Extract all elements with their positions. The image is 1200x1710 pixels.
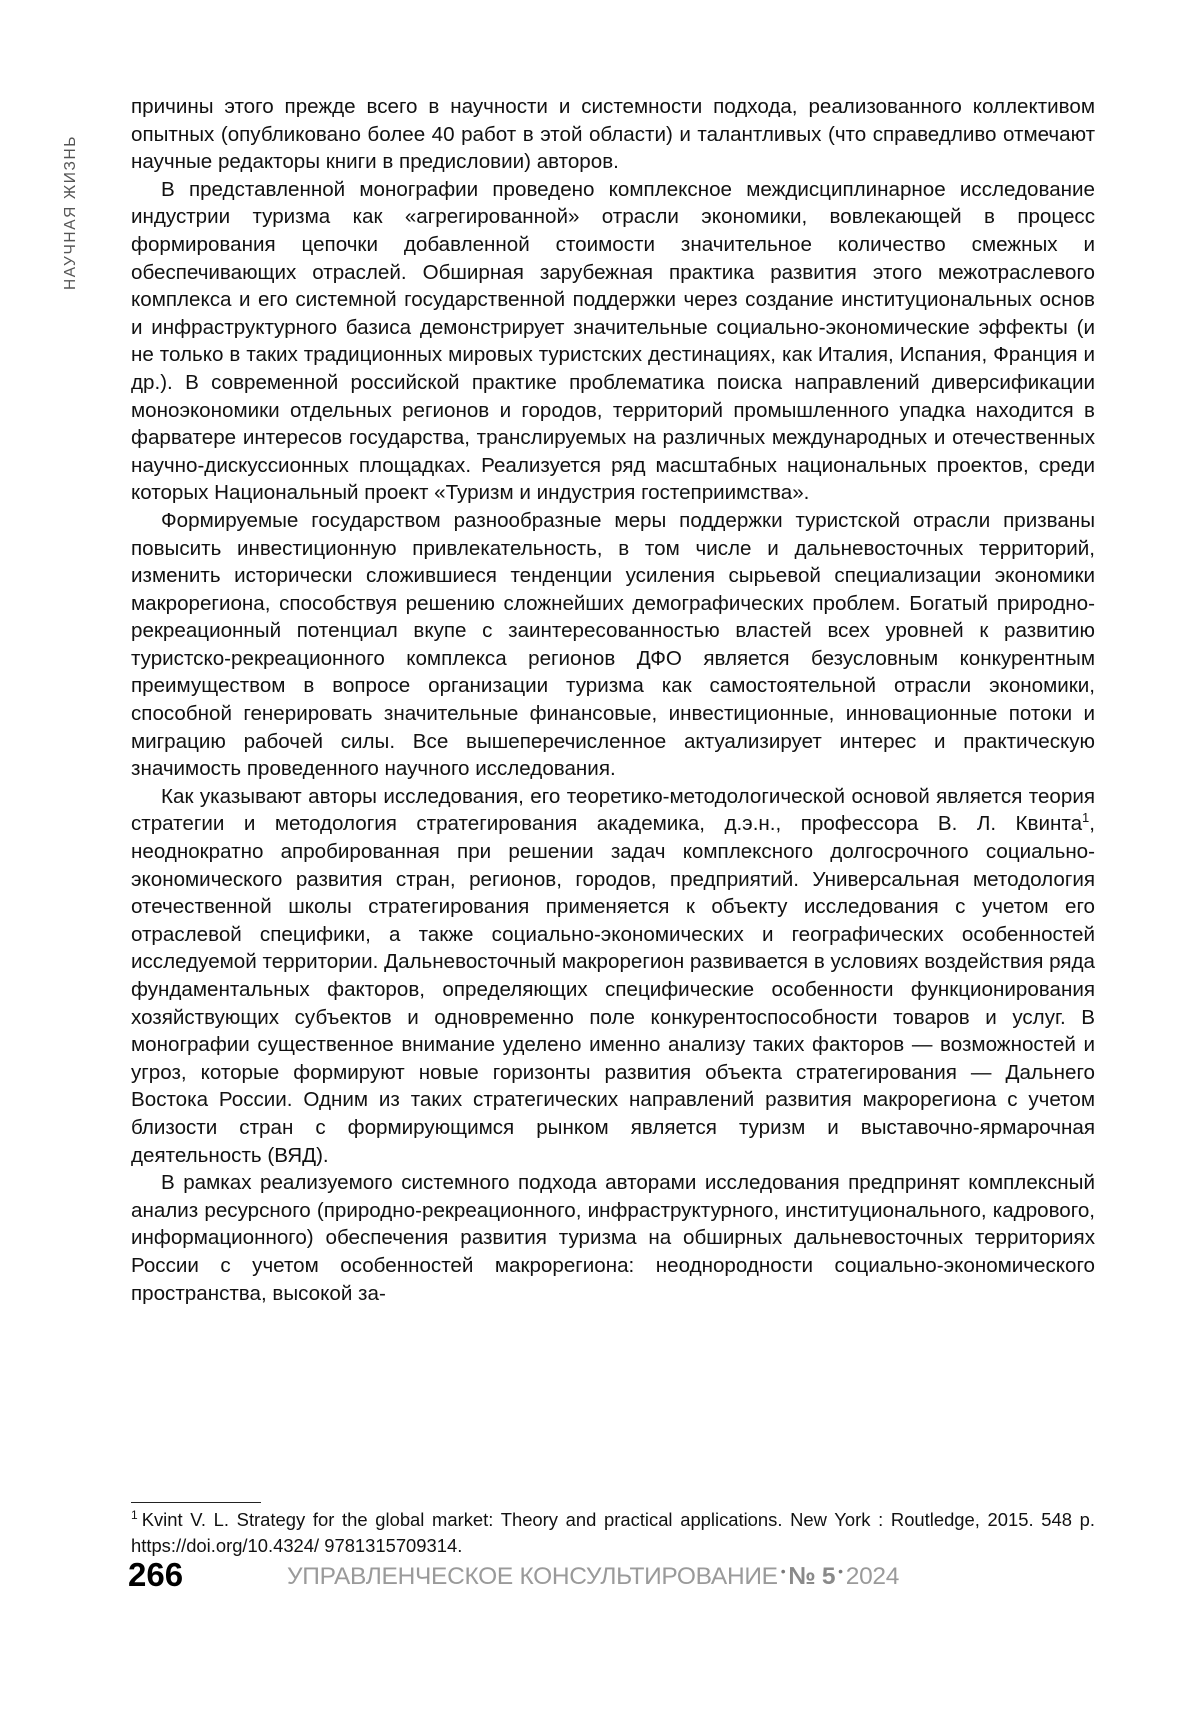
journal-footer [287, 1563, 899, 1591]
section-label: НАУЧНАЯ ЖИЗНЬ [62, 134, 79, 290]
paragraph-4-start: Как указывают авторы исследования, его теоретико-методологической основой является теория стратегии и методология стратегирования академика, д.э.н., профессора В. Л. Квинта [131, 784, 1095, 836]
footnote-number: 1 [131, 1507, 138, 1522]
footnote-reference[interactable]: 1 [1082, 810, 1090, 826]
paragraph-4 [131, 783, 1095, 1169]
footnote-text: Kvint V. L. Strategy for the global market: Theory and practical applications. New York : Routledge, 2015. 548 p. https://doi.org/10.4324/ 9781315709314. [131, 1509, 1095, 1556]
issue-number: № 5 [788, 1563, 836, 1590]
page-number: 266 [128, 1556, 184, 1593]
separator-dot-icon: • [838, 1563, 843, 1579]
paragraph-2: В представленной монографии проведено комплексное междисциплинарное исследование индустрии туризма как «агрегированной» отрасли экономики, вовлекающей в процесс формирования цепочки добавленной стоимости значительное количество смежных и обеспечивающих отраслей. Обширная зарубежная практика развития этого межотраслевого комплекса и его системной государственной поддержки через создание институциональных основ и инфраструктурного базиса демонстрирует значительные социально-экономические эффекты (и не только в таких традиционных мировых туристских дестинациях, как Италия, Испания, Франция и др.). В современной российской практике проблематика поиска направлений диверсификации моноэкономики отдельных регионов и городов, территорий промышленного упадка находится в фарватере интересов государства, транслируемых на различных международных и отечественных научно-дискуссионных площадках. Реализуется ряд масштабных национальных проектов, среди которых Национальный проект «Туризм и индустрия гостеприимства». [131, 177, 1095, 505]
article-body [131, 93, 1095, 1307]
footnote-divider [131, 1502, 261, 1503]
separator-dot-icon: • [780, 1563, 786, 1579]
paragraph-5: В рамках реализуемого системного подхода авторами исследования предпринят комплексный анализ ресурсного (природно-рекреационного, инфраструктурного, институционального, кадрового, информационного) обеспечения развития туризма на обширных дальневосточных территориях России с учетом особенностей макрорегиона: неоднородности социально-экономического пространства, высокой за- [131, 1171, 1095, 1305]
footnote [131, 1507, 1095, 1559]
paragraph-1: причины этого прежде всего в научности и системности подхода, реализованного коллективом опытных (опубликовано более 40 работ в этой области) и талантливых (что справедливо отмечают научные редакторы книги в предисловии) авторов. [131, 95, 1095, 174]
issue-year: 2024 [845, 1563, 900, 1590]
paragraph-4-end: , неоднократно апробированная при решении задач комплексного долгосрочного социально-экономического развития стран, регионов, городов, предприятий. Универсальная методология отечественной школы стратегирования применяется к объекту исследования с учетом его отраслевой специфики, а также социально-экономических и географических особенностей исследуемой территории. Дальневосточный макрорегион развивается в условиях воздействия ряда фундаментальных факторов, определяющих специфические особенности функционирования хозяйствующих субъектов и одновременно поле конкурентоспособности товаров и услуг. В монографии существенное внимание уделено именно анализу таких факторов — возможностей и угроз, которые формируют новые горизонты развития объекта стратегирования — Дальнего Востока России. Одним из таких стратегических направлений развития макрорегиона с учетом близости стран с формирующимся рынком является туризм и выставочно-ярмарочная деятельность (ВЯД). [131, 812, 1095, 1167]
journal-name: УПРАВЛЕНЧЕСКОЕ КОНСУЛЬТИРОВАНИЕ [287, 1563, 778, 1590]
paragraph-3: Формируемые государством разнообразные меры поддержки туристской отрасли призваны повысить инвестиционную привлекательность, в том числе и дальневосточных территорий, изменить исторически сложившиеся тенденции усиления сырьевой специализации экономики макрорегиона, способствуя решению сложнейших демографических проблем. Богатый природно-рекреационный потенциал вкупе с заинтересованностью властей всех уровней к развитию туристско-рекреационного комплекса регионов ДФО является безусловным конкурентным преимуществом в вопросе организации туризма как самостоятельной отрасли экономики, способной генерировать значительные финансовые, инвестиционные, инновационные потоки и миграцию рабочей силы. Все вышеперечисленное актуализирует интерес и практическую значимость проведенного научного исследования. [131, 508, 1095, 781]
